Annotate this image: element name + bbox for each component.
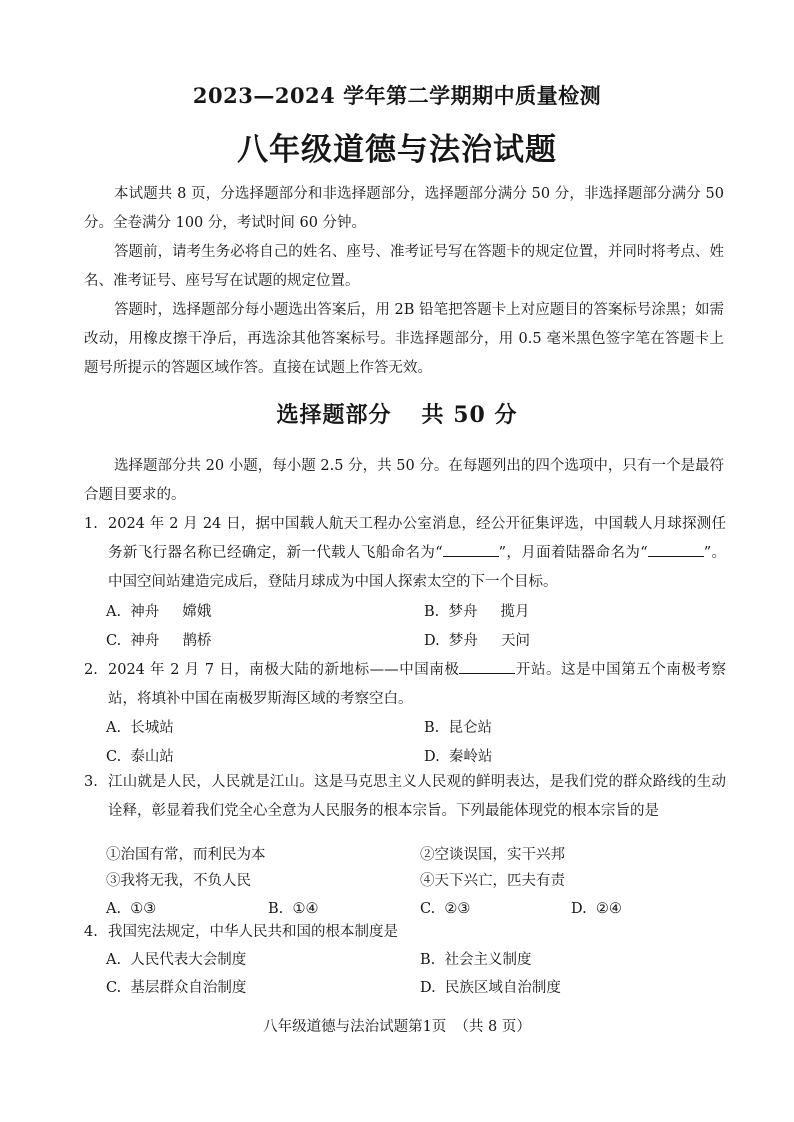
instruction-paragraph-1: 本试题共 8 页，分选择题部分和非选择题部分，选择题部分满分 50 分，非选择题部分满分 50 分。全卷满分 100 分，考试时间 60 分钟。 (84, 186, 724, 231)
option-d: D. ②④ (571, 901, 622, 917)
answer-blank (459, 659, 515, 674)
section-intro: 选择题部分共 20 小题，每小题 2.5 分，共 50 分。在每题列出的四个选项中，只有一个是最符合题目要求的。 (84, 458, 724, 503)
question-stem: 2024 年 2 月 7 日，南极大陆的新地标——中国南极 开站。这是中国第五个南极考察站，将填补中国在南极罗斯海区域的考察空白。 (108, 656, 726, 714)
page-number-label: 八年级道德与法治试题第1页 (263, 1019, 447, 1035)
option-b: B. 梦舟 揽月 (424, 604, 530, 620)
option-d: D. 梦舟 天问 (424, 633, 530, 649)
total-pages-label: （共 8 页） (454, 1019, 531, 1035)
option-c: C. ②③ (420, 901, 471, 917)
question-3 (84, 768, 726, 826)
question-3-statements-row-2 (106, 867, 726, 896)
instruction-paragraph-2: 答题前，请考生务必将自己的姓名、座号、准考证号写在答题卡的规定位置，并同时将考点、姓名、准考证号、座号写在试题的规定位置。 (84, 244, 724, 289)
question-stem: 2024 年 2 月 24 日，据中国载人航天工程办公室消息，经公开征集评选，中国载人月球探测任务新飞行器名称已经确定，新一代载人飞船命名为“ ”，月面着陆器命名为“ ”。中国空间站建造完成后，登陆月球成为中国人探索太空的下一个目标。 (108, 516, 726, 590)
option-a: A. 长城站 (106, 720, 174, 736)
question-stem: 江山就是人民，人民就是江山。这是马克思主义人民观的鲜明表达，是我们党的群众路线的生动诠释，彰显着我们党全心全意为人民服务的根本宗旨。下列最能体现党的根本宗旨的是 (108, 774, 726, 819)
question-1 (84, 510, 726, 597)
option-b: B. 社会主义制度 (420, 952, 532, 968)
section-score: 共 50 分 (421, 402, 518, 428)
question-4-options-row-1 (106, 946, 726, 975)
question-3-statements-row-1 (106, 841, 726, 870)
exam-title: 八年级道德与法治试题 (237, 132, 557, 168)
option-c: C. 神舟 鹊桥 (106, 633, 212, 649)
section-name: 选择题部分 (276, 402, 392, 428)
question-number: 4. (84, 924, 98, 940)
option-a: A. 人民代表大会制度 (106, 952, 247, 968)
question-4-options-row-2 (106, 974, 726, 1003)
option-d: D. 民族区域自治制度 (420, 980, 561, 996)
page-footer (0, 1015, 794, 1036)
question-2-options-row-1 (106, 714, 726, 743)
option-b: B. ①④ (268, 901, 319, 917)
question-number: 3. (84, 774, 98, 790)
question-1-options-row-2 (106, 627, 726, 656)
statement-4: ④天下兴亡，匹夫有责 (420, 873, 565, 889)
question-number: 2. (84, 662, 98, 678)
question-4 (84, 918, 726, 947)
option-a: A. 神舟 嫦娥 (106, 604, 212, 620)
question-1-options-row-1 (106, 598, 726, 627)
statement-1: ①治国有常，而利民为本 (106, 847, 266, 863)
exam-subtitle: 2023—2024 学年第二学期期中质量检测 (192, 83, 602, 108)
instruction-paragraph-3: 答题时，选择题部分每小题选出答案后，用 2B 铅笔把答题卡上对应题目的答案标号涂黑；如需改动，用橡皮擦干净后，再选涂其他答案标号。非选择题部分，用 0.5 毫米黑色签字笔在答题卡上题号所提示的答题区域作答。直接在试题上作答无效。 (84, 302, 724, 376)
answer-blank (648, 542, 704, 557)
question-2 (84, 656, 726, 714)
option-d: D. 秦岭站 (424, 749, 493, 765)
option-b: B. 昆仑站 (424, 720, 492, 736)
statement-3: ③我将无我，不负人民 (106, 873, 251, 889)
answer-blank (443, 542, 499, 557)
statement-2: ②空谈误国，实干兴邦 (420, 847, 565, 863)
option-a: A. ①③ (106, 901, 157, 917)
option-c: C. 基层群众自治制度 (106, 980, 247, 996)
section-heading (0, 398, 794, 429)
question-number: 1. (84, 516, 98, 532)
option-c: C. 泰山站 (106, 749, 174, 765)
question-stem: 我国宪法规定，中华人民共和国的根本制度是 (108, 924, 398, 940)
